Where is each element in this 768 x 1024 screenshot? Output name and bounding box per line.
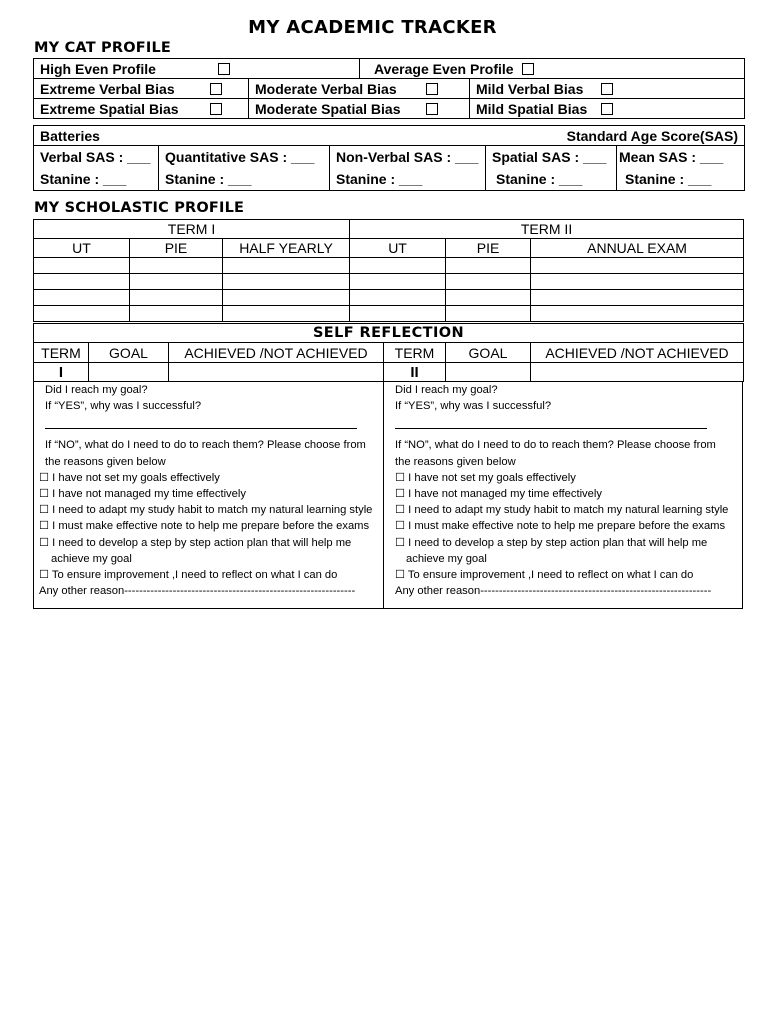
- average-even-cell: [360, 59, 745, 79]
- mild-verbal-checkbox[interactable]: [601, 83, 613, 95]
- q-reach-goal-2: Did I reach my goal?: [395, 384, 498, 396]
- self-reflection-heading: SELF REFLECTION: [34, 324, 744, 343]
- scholastic-table: [33, 219, 744, 322]
- mean-cell: [617, 146, 745, 191]
- mild-spatial-label: Mild Spatial Bias: [476, 100, 588, 117]
- reason-time-2[interactable]: ☐ I have not managed my time effectively: [395, 488, 602, 501]
- table-row: [34, 258, 744, 274]
- reflection-pane-term2: [383, 381, 743, 609]
- high-even-checkbox[interactable]: [218, 63, 230, 75]
- extreme-verbal-checkbox[interactable]: [210, 83, 222, 95]
- spatial-cell: [486, 146, 617, 191]
- page-title: MY ACADEMIC TRACKER: [248, 17, 497, 38]
- mean-sas[interactable]: Mean SAS : ___: [619, 149, 724, 165]
- achieved2-cell[interactable]: [531, 363, 744, 382]
- extreme-verbal-label: Extreme Verbal Bias: [40, 80, 175, 97]
- high-even-cell: [34, 59, 360, 79]
- reason-goals[interactable]: ☐ I have not set my goals effectively: [39, 471, 220, 484]
- pie-header-2: PIE: [446, 239, 531, 258]
- goal-header-2: GOAL: [446, 343, 531, 363]
- verbal-sas[interactable]: Verbal SAS : ___: [40, 149, 151, 165]
- reason-notes[interactable]: ☐ I must make effective note to help me prepare before the exams: [39, 520, 370, 533]
- achieved-header-2: ACHIEVED /NOT ACHIEVED: [531, 343, 744, 363]
- reason-action-plan-cont: achieve my goal: [51, 552, 132, 565]
- batteries-header: [34, 126, 745, 146]
- q-yes-why-2: If “YES”, why was I successful?: [395, 400, 552, 413]
- extreme-spatial-cell: [34, 99, 249, 119]
- cat-profile-table: [33, 58, 745, 119]
- term-header: TERM: [34, 343, 89, 363]
- verbal-stanine[interactable]: Stanine : ___: [40, 171, 127, 187]
- self-reflection-table: [33, 323, 744, 382]
- achieved1-cell[interactable]: [169, 363, 384, 382]
- extreme-spatial-checkbox[interactable]: [210, 103, 222, 115]
- reason-improvement[interactable]: ☐ To ensure improvement ,I need to reflect on what I can do: [39, 569, 338, 582]
- q-no-what-cont: the reasons given below: [45, 455, 166, 468]
- term-header-2: TERM: [384, 343, 446, 363]
- other-reason-line[interactable]: [39, 599, 375, 609]
- average-even-checkbox[interactable]: [522, 63, 534, 75]
- moderate-verbal-cell: [249, 79, 470, 99]
- nonverbal-cell: [330, 146, 486, 191]
- moderate-verbal-checkbox[interactable]: [426, 83, 438, 95]
- moderate-verbal-label: Moderate Verbal Bias: [255, 80, 397, 97]
- moderate-spatial-label: Moderate Spatial Bias: [255, 100, 401, 117]
- q-no-what: If “NO”, what do I need to do to reach them? Please choose from: [45, 439, 366, 452]
- mild-spatial-cell: [470, 99, 745, 119]
- reason-action-plan-cont-2: achieve my goal: [406, 552, 487, 565]
- annual-header: ANNUAL EXAM: [531, 239, 744, 258]
- moderate-spatial-checkbox[interactable]: [426, 103, 438, 115]
- goal1-cell[interactable]: [89, 363, 169, 382]
- average-even-label: Average Even Profile: [374, 60, 514, 77]
- table-row: [34, 306, 744, 322]
- mild-verbal-label: Mild Verbal Bias: [476, 80, 584, 97]
- reason-action-plan[interactable]: ☐ I need to develop a step by step action plan that will help me: [39, 536, 352, 549]
- verbal-cell: [34, 146, 159, 191]
- quantitative-cell: [159, 146, 330, 191]
- reason-notes-2[interactable]: ☐ I must make effective note to help me prepare before the exams: [395, 520, 726, 533]
- q-reach-goal: Did I reach my goal?: [45, 384, 148, 396]
- batteries-label: Batteries: [40, 127, 100, 144]
- reason-improvement-2[interactable]: ☐ To ensure improvement ,I need to reflect on what I can do: [395, 569, 694, 582]
- other-reason-line-2[interactable]: [395, 599, 731, 609]
- q-no-what-cont-2: the reasons given below: [395, 455, 516, 468]
- reason-goals-2[interactable]: ☐ I have not set my goals effectively: [395, 471, 576, 484]
- answer-line-2[interactable]: [395, 414, 707, 429]
- scholastic-heading: MY SCHOLASTIC PROFILE: [34, 200, 245, 216]
- batteries-table: [33, 125, 745, 191]
- reflection-pane-term1: [33, 381, 384, 609]
- q-no-what-2: If “NO”, what do I need to do to reach them? Please choose from: [395, 439, 716, 452]
- half-yearly-header: HALF YEARLY: [223, 239, 350, 258]
- extreme-spatial-label: Extreme Spatial Bias: [40, 100, 179, 117]
- term1-header: TERM I: [34, 220, 350, 239]
- nonverbal-stanine[interactable]: Stanine : ___: [336, 171, 423, 187]
- sas-label: Standard Age Score(SAS): [566, 127, 739, 144]
- ut-header-2: UT: [350, 239, 446, 258]
- achieved-header: ACHIEVED /NOT ACHIEVED: [169, 343, 384, 363]
- reason-study-habit[interactable]: ☐ I need to adapt my study habit to match my natural learning style: [39, 504, 373, 517]
- quantitative-stanine[interactable]: Stanine : ___: [165, 171, 252, 187]
- pie-header: PIE: [130, 239, 223, 258]
- table-row: [34, 290, 744, 306]
- q-yes-why: If “YES”, why was I successful?: [45, 400, 202, 413]
- term2-value: II: [384, 363, 446, 382]
- term1-value: I: [34, 363, 89, 382]
- reason-action-plan-2[interactable]: ☐ I need to develop a step by step action plan that will help me: [395, 536, 708, 549]
- mild-verbal-cell: [470, 79, 745, 99]
- extreme-verbal-cell: [34, 79, 249, 99]
- high-even-label: High Even Profile: [40, 60, 156, 77]
- reason-time[interactable]: ☐ I have not managed my time effectively: [39, 488, 246, 501]
- table-row: [34, 274, 744, 290]
- quantitative-sas[interactable]: Quantitative SAS : ___: [165, 149, 315, 165]
- spatial-stanine[interactable]: Stanine : ___: [496, 171, 583, 187]
- other-reason-2[interactable]: Any other reason--------------------------------------------------------------: [395, 585, 712, 598]
- reason-study-habit-2[interactable]: ☐ I need to adapt my study habit to match my natural learning style: [395, 504, 729, 517]
- mean-stanine[interactable]: Stanine : ___: [625, 171, 712, 187]
- cat-profile-heading: MY CAT PROFILE: [34, 40, 172, 56]
- goal-header: GOAL: [89, 343, 169, 363]
- mild-spatial-checkbox[interactable]: [601, 103, 613, 115]
- nonverbal-sas[interactable]: Non-Verbal SAS : ___: [336, 149, 479, 165]
- moderate-spatial-cell: [249, 99, 470, 119]
- ut-header: UT: [34, 239, 130, 258]
- term2-header: TERM II: [350, 220, 744, 239]
- other-reason[interactable]: Any other reason--------------------------------------------------------------: [39, 585, 356, 598]
- answer-line[interactable]: [45, 414, 357, 429]
- spatial-sas[interactable]: Spatial SAS : ___: [492, 149, 607, 165]
- goal2-cell[interactable]: [446, 363, 531, 382]
